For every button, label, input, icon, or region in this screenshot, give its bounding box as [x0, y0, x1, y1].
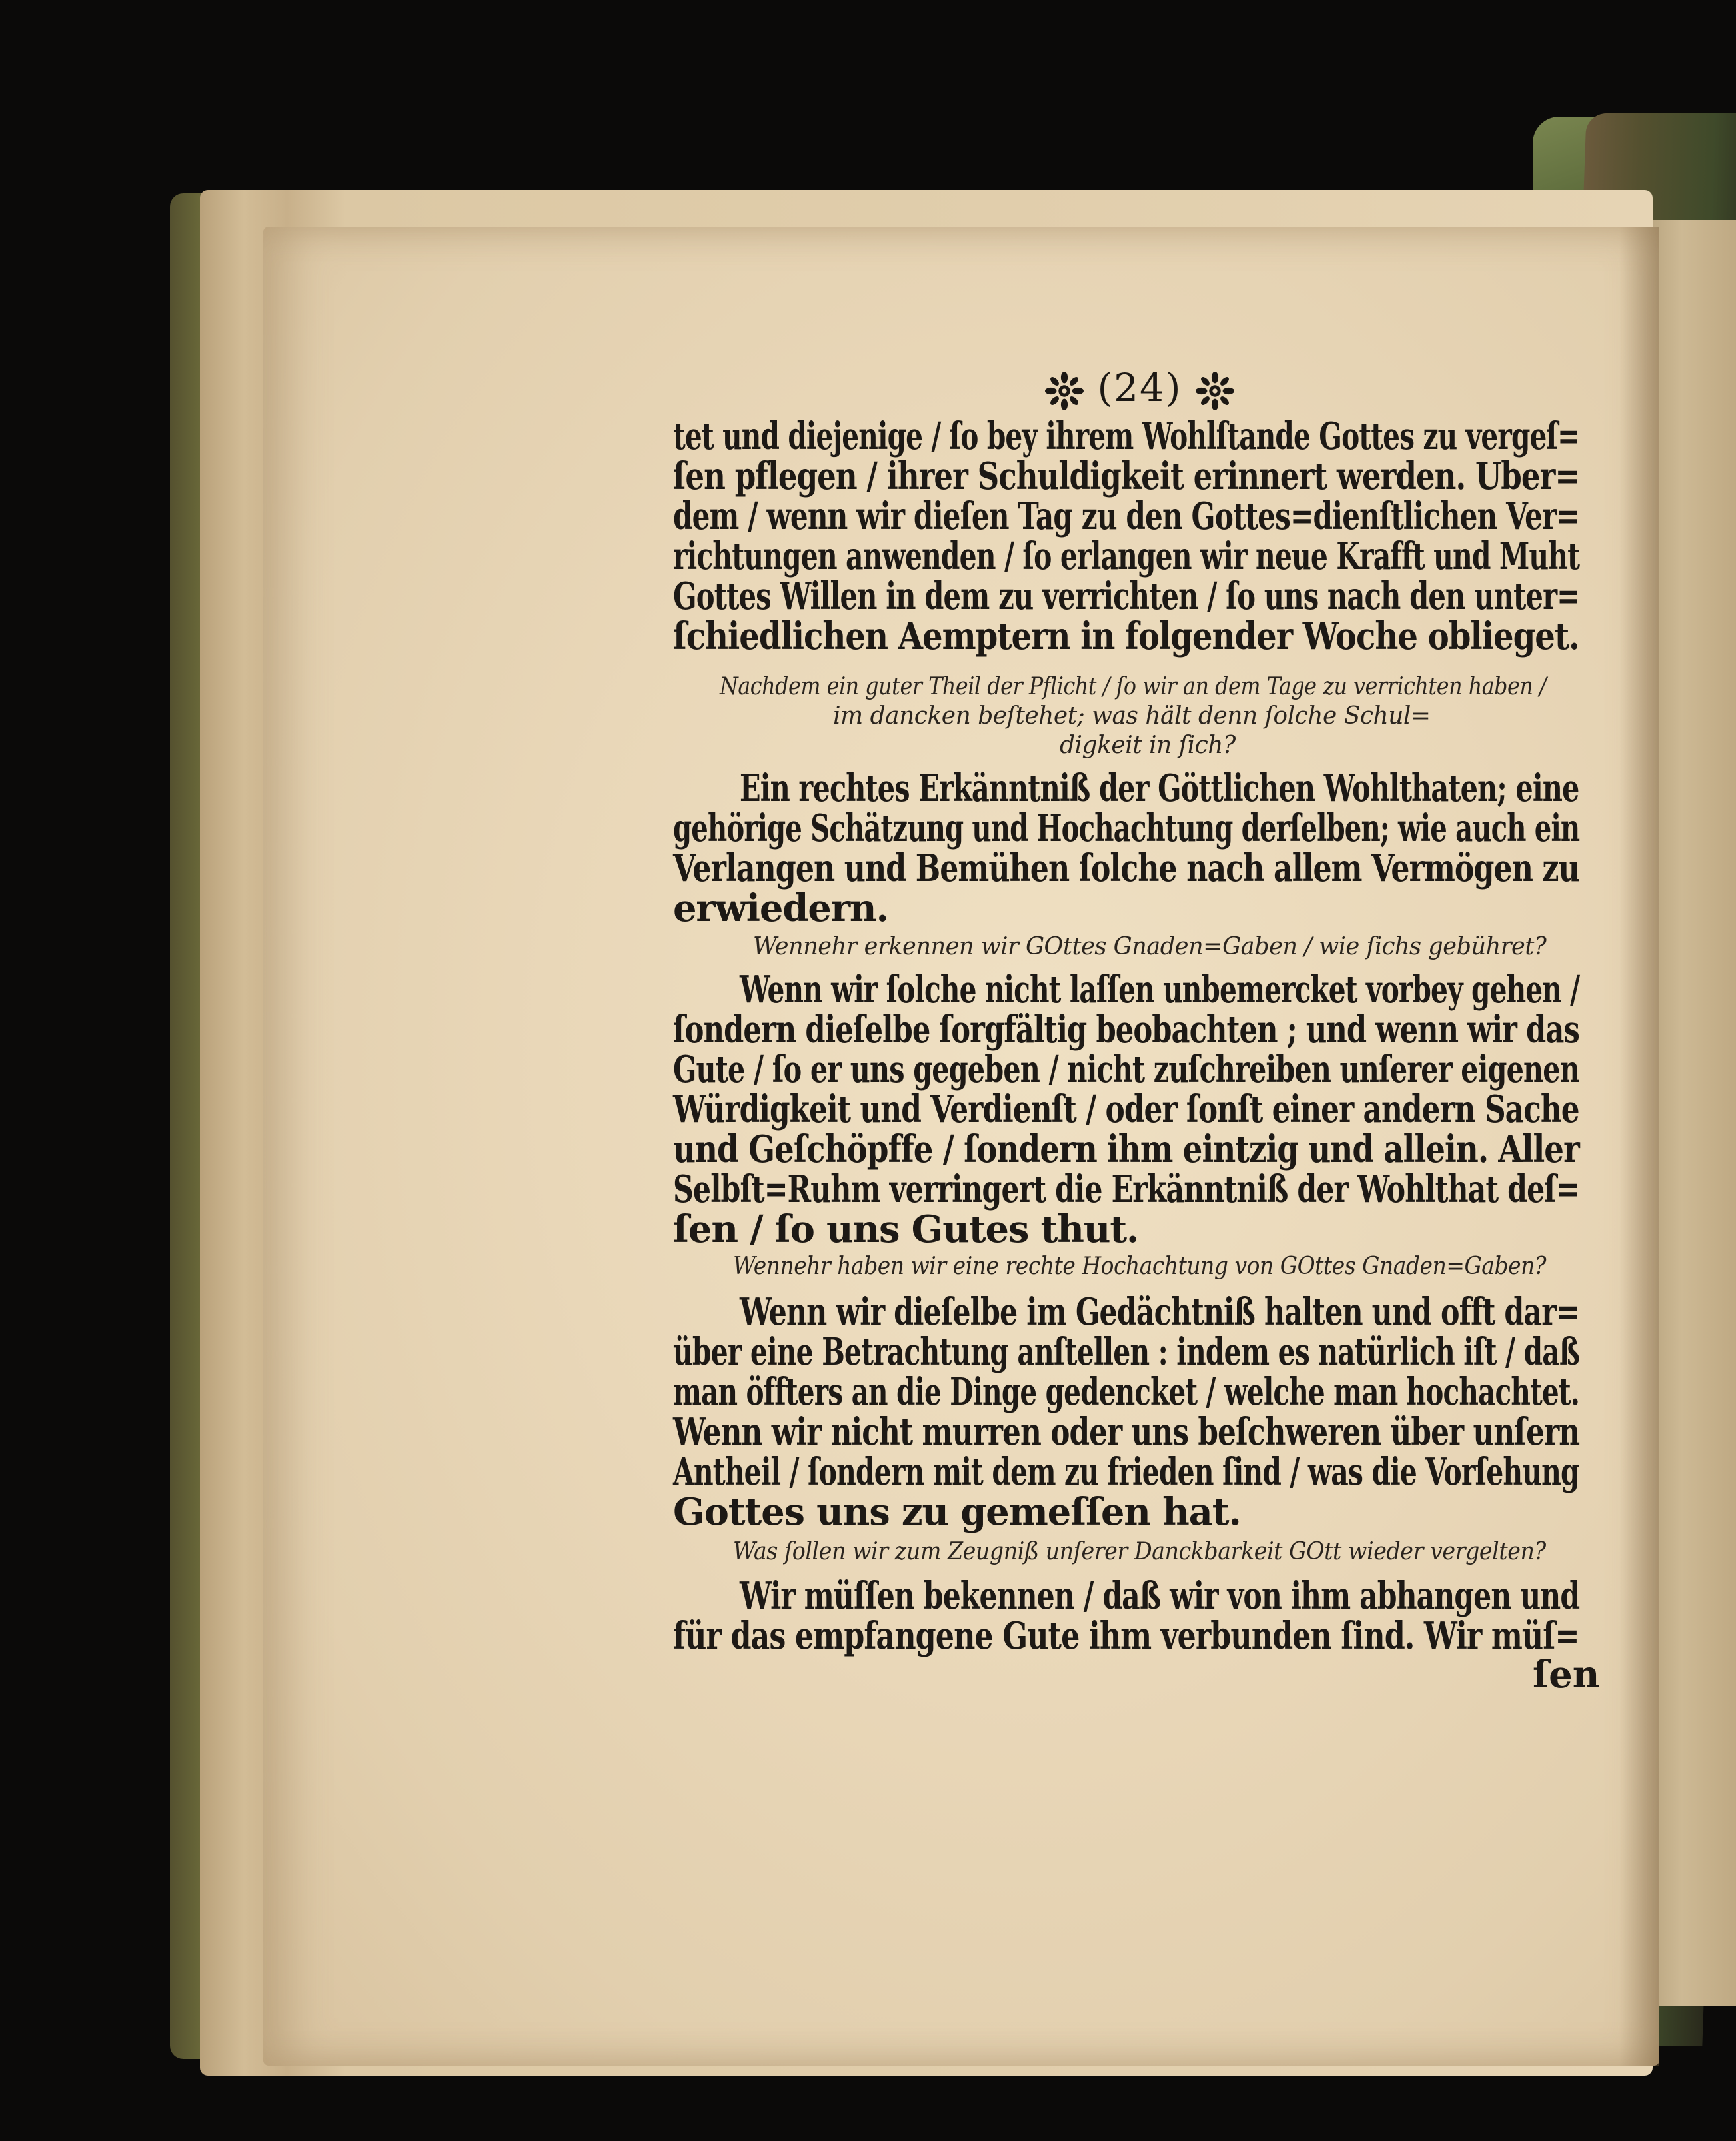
text-line: Wenn wir dieſelbe im Gedächtniß halten und offt dar= [740, 1290, 1579, 1334]
question-line: digkeit in ſich? [1060, 732, 1236, 759]
text-line: ſondern dieſelbe ſorgfältig beobachten ; und wenn wir das [673, 1008, 1579, 1052]
text-line: Würdigkeit und Verdienſt / oder ſonſt einer andern Sache [673, 1087, 1579, 1131]
text-line: Gottes uns zu gemeſſen hat. [673, 1490, 1241, 1534]
question-line: Wennehr haben wir eine rechte Hochachtung von GOttes Gnaden=Gaben? [733, 1253, 1547, 1280]
text-line: man öffters an die Dinge gedencket / welche man hochachtet. [673, 1370, 1580, 1414]
text-line: Wenn wir nicht murren oder uns beſchweren über unſern [673, 1410, 1580, 1454]
text-line: und Geſchöpffe / ſondern ihm eintzig und allein. Aller [673, 1127, 1579, 1171]
flower-ornament-icon [1045, 372, 1084, 410]
catchword: ſen [1533, 1653, 1600, 1697]
question-line: Nachdem ein guter Theil der Pflicht / ſo wir an dem Tage zu verrichten haben / [720, 673, 1547, 700]
text-line: gehörige Schätzung und Hochachtung derſelben; wie auch ein [673, 806, 1580, 850]
text-line: ſen / ſo uns Gutes thut. [673, 1207, 1139, 1251]
flower-ornament-icon [1196, 372, 1234, 410]
text-line: über eine Betrachtung anſtellen : indem es natürlich iſt / daß [673, 1330, 1580, 1374]
page-gutter-shadow [1619, 227, 1659, 2066]
text-line: Verlangen und Bemühen ſolche nach allem Vermögen zu [673, 846, 1579, 890]
text-line: richtungen anwenden / ſo erlangen wir neue Krafft und Muht [673, 534, 1580, 578]
page-header [1026, 365, 1253, 410]
text-line: Gute / ſo er uns gegeben / nicht zuſchreiben unſerer eigenen [673, 1048, 1579, 1091]
page-number: (24) [1097, 365, 1182, 410]
text-line: ſchiedlichen Aemptern in folgender Woche oblieget. [673, 614, 1579, 658]
facing-page-edge [1646, 220, 1736, 2006]
text-line: dem / wenn wir dieſen Tag zu den Gottes=dienſtlichen Ver= [673, 494, 1579, 538]
question-line: Wennehr erkennen wir GOttes Gnaden=Gaben / wie ſichs gebühret? [753, 933, 1547, 960]
text-line: Selbſt=Ruhm verringert die Erkänntniß der Wohlthat deſ= [673, 1167, 1579, 1211]
text-line: erwiedern. [673, 886, 888, 930]
text-line: Wenn wir ſolche nicht laſſen unbemercket vorbey gehen / [740, 968, 1580, 1012]
text-line: Gottes Willen in dem zu verrichten / ſo uns nach den unter= [673, 574, 1580, 618]
text-line: Ein rechtes Erkänntniß der Göttlichen Wohlthaten; eine [740, 766, 1579, 810]
question-line: Was ſollen wir zum Zeugniß unſerer Danckbarkeit GOtt wieder vergelten? [733, 1538, 1546, 1565]
text-line: tet und diejenige / ſo bey ihrem Wohlſtande Gottes zu vergeſ= [673, 414, 1580, 458]
text-line: ſen pflegen / ihrer Schuldigkeit erinnert werden. Uber= [673, 454, 1580, 498]
text-line: für das empfangene Gute ihm verbunden ſind. Wir müſ= [673, 1614, 1579, 1658]
question-line: im dancken beſtehet; was hält denn ſolche Schul= [833, 702, 1431, 730]
text-line: Wir müſſen bekennen / daß wir von ihm abhangen und [740, 1574, 1580, 1618]
text-line: Antheil / ſondern mit dem zu frieden ſind / was die Vorſehung [673, 1450, 1579, 1494]
